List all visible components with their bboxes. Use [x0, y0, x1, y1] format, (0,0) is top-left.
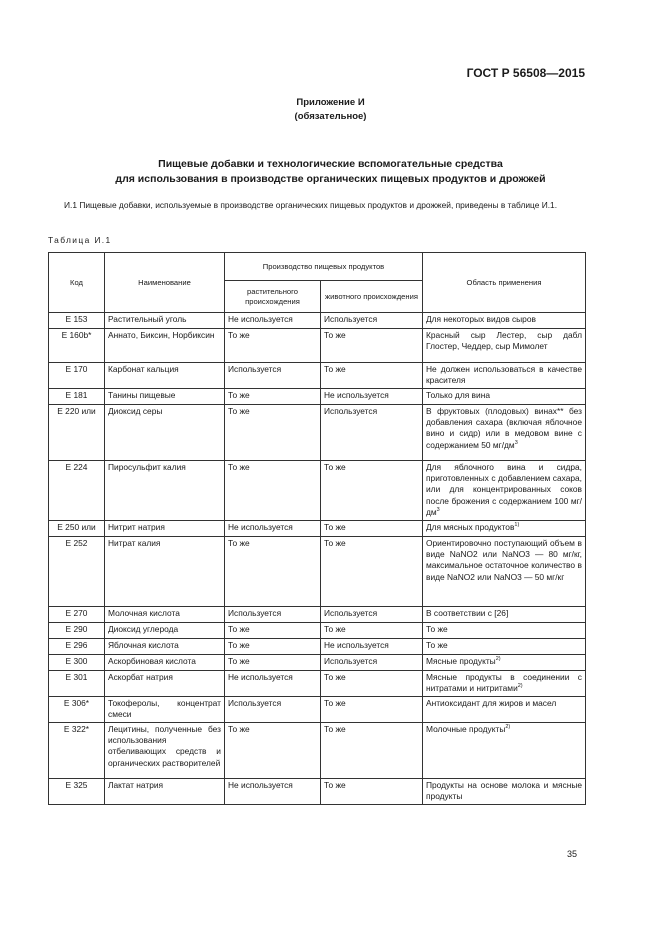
row-plant-origin-text: Не используется: [228, 314, 293, 324]
table-row: [49, 461, 586, 521]
row-application-area-text: То же: [426, 624, 448, 634]
standard-designation: ГОСТ Р 56508—2015: [466, 66, 585, 80]
row-plant-origin: [225, 329, 321, 363]
row-plant-origin-text: То же: [228, 462, 250, 472]
title-line-1: Пищевые добавки и технологические вспомогательные средства: [158, 158, 503, 170]
row-plant-origin-text: То же: [228, 406, 250, 416]
row-code: [49, 329, 105, 363]
row-name-text: Диоксид углерода: [108, 624, 179, 634]
row-code: [49, 363, 105, 389]
row-animal-origin: [321, 623, 423, 639]
table-row: [49, 537, 586, 607]
table-caption: Таблица И.1: [48, 235, 112, 245]
row-application-area-text: Для некоторых видов сыров: [426, 314, 536, 324]
row-code-text: E 170: [65, 364, 88, 374]
row-name-text: Аскорбат натрия: [108, 672, 173, 682]
header-area: Область применения: [423, 253, 586, 313]
row-application-area: [423, 607, 586, 623]
row-name: [105, 607, 225, 623]
row-plant-origin-text: То же: [228, 330, 250, 340]
row-application-area: [423, 639, 586, 655]
row-application-area: [423, 313, 586, 329]
row-code-text: E 300: [65, 656, 88, 666]
row-name-text: Лактат натрия: [108, 780, 164, 790]
row-application-area-text: Антиоксидант для жиров и масел: [426, 698, 557, 708]
row-animal-origin-text: То же: [324, 698, 346, 708]
row-application-area-text: Мясные продукты в соединении с нитратами и нитритами: [426, 672, 582, 694]
row-name: [105, 639, 225, 655]
row-plant-origin-text: То же: [228, 538, 250, 548]
row-animal-origin-text: Не используется: [324, 390, 389, 400]
row-animal-origin: [321, 639, 423, 655]
table-row: [49, 405, 586, 461]
footnote-mark: 1): [514, 522, 520, 529]
row-application-area-text: Для мясных продуктов: [426, 522, 515, 532]
row-name: [105, 655, 225, 671]
row-code-text: E 270: [65, 608, 88, 618]
row-animal-origin-text: Используется: [324, 608, 378, 618]
row-plant-origin-text: То же: [228, 656, 250, 666]
table-row: [49, 607, 586, 623]
row-animal-origin: [321, 537, 423, 607]
row-application-area-text: В фруктовых (плодовых) винах** без добавления сахара (включая яблочное вино и сидр) или в медовом вине с содержанием 50 мг/дм: [426, 406, 582, 450]
row-code-text: E 160b*: [61, 330, 92, 340]
row-animal-origin: [321, 697, 423, 723]
row-animal-origin-text: То же: [324, 462, 346, 472]
title-line-2: для использования в производстве органических пищевых продуктов и дрожжей: [115, 173, 546, 185]
row-animal-origin: [321, 521, 423, 537]
row-code-text: E 325: [65, 780, 88, 790]
row-plant-origin: [225, 313, 321, 329]
row-code: [49, 521, 105, 537]
row-name-text: Лецитины, полученные без использования отбеливающих средств и органических растворителей: [108, 724, 221, 768]
row-plant-origin-text: Не используется: [228, 522, 293, 532]
row-code-text: E 181: [65, 390, 88, 400]
row-plant-origin-text: Используется: [228, 698, 282, 708]
row-code: [49, 723, 105, 779]
row-plant-origin: [225, 461, 321, 521]
row-name-text: Нитрат калия: [108, 538, 161, 548]
table-row: [49, 697, 586, 723]
intro-paragraph: И.1 Пищевые добавки, используемые в производстве органических пищевых продуктов и дрожжей, приведены в таблице И.1.: [64, 200, 558, 210]
row-plant-origin: [225, 607, 321, 623]
row-animal-origin: [321, 723, 423, 779]
row-application-area-text: Молочные продукты: [426, 724, 506, 734]
row-name-text: Молочная кислота: [108, 608, 180, 618]
row-name: [105, 671, 225, 697]
row-animal-origin: [321, 607, 423, 623]
row-name-text: Танины пищевые: [108, 390, 176, 400]
row-name: [105, 521, 225, 537]
row-animal-origin: [321, 405, 423, 461]
row-name-text: Яблочная кислота: [108, 640, 179, 650]
row-code-text: E 252: [65, 538, 88, 548]
row-plant-origin: [225, 723, 321, 779]
row-plant-origin: [225, 537, 321, 607]
row-name: [105, 329, 225, 363]
row-animal-origin-text: То же: [324, 330, 346, 340]
row-animal-origin-text: То же: [324, 780, 346, 790]
row-animal-origin-text: То же: [324, 624, 346, 634]
row-name: [105, 779, 225, 805]
row-animal-origin-text: Используется: [324, 314, 378, 324]
row-application-area-text: Для яблочного вина и сидра, приготовленных с добавлением сахара, или для концентрированных соков после брожения с содержанием 100 мг/дм: [426, 462, 582, 517]
row-application-area: [423, 697, 586, 723]
row-application-area: [423, 723, 586, 779]
row-animal-origin-text: То же: [324, 538, 346, 548]
table-row: [49, 723, 586, 779]
row-name-text: Карбонат кальция: [108, 364, 179, 374]
row-plant-origin-text: Используется: [228, 364, 282, 374]
table-row: [49, 521, 586, 537]
row-application-area: [423, 655, 586, 671]
footnote-mark: 3: [514, 439, 518, 446]
row-plant-origin: [225, 405, 321, 461]
row-animal-origin: [321, 671, 423, 697]
row-code: [49, 405, 105, 461]
row-animal-origin: [321, 461, 423, 521]
row-plant-origin: [225, 671, 321, 697]
row-code: [49, 389, 105, 405]
header-code: Код: [49, 253, 105, 313]
table-row: [49, 329, 586, 363]
row-code-text: E 301: [65, 672, 88, 682]
row-name-text: Токоферолы, концентрат смеси: [108, 698, 221, 720]
row-application-area: [423, 521, 586, 537]
row-code-text: E 322*: [63, 724, 90, 734]
row-name-text: Растительный уголь: [108, 314, 187, 324]
row-name-text: Аннато, Биксин, Норбиксин: [108, 330, 215, 340]
header-plant: растительного происхождения: [225, 281, 321, 313]
table-row: [49, 779, 586, 805]
row-code: [49, 313, 105, 329]
row-plant-origin: [225, 779, 321, 805]
row-application-area: [423, 779, 586, 805]
row-code-text: E 224: [65, 462, 88, 472]
table-row: [49, 623, 586, 639]
row-code: [49, 697, 105, 723]
row-application-area: [423, 389, 586, 405]
row-code: [49, 461, 105, 521]
annex-heading: [0, 96, 661, 124]
row-application-area: [423, 363, 586, 389]
row-name: [105, 313, 225, 329]
page-number: 35: [566, 849, 577, 859]
table-row: [49, 363, 586, 389]
header-animal: животного происхождения: [321, 281, 423, 313]
annex-status: (обязательное): [294, 111, 367, 122]
row-plant-origin-text: Используется: [228, 608, 282, 618]
row-plant-origin: [225, 697, 321, 723]
footnote-mark: 3: [436, 507, 440, 514]
table-row: [49, 655, 586, 671]
row-animal-origin-text: То же: [324, 364, 346, 374]
row-application-area-text: Только для вина: [426, 390, 490, 400]
row-code-text: E 290: [65, 624, 88, 634]
row-animal-origin: [321, 655, 423, 671]
row-application-area: [423, 329, 586, 363]
row-name: [105, 389, 225, 405]
row-plant-origin: [225, 521, 321, 537]
row-code: [49, 655, 105, 671]
row-name: [105, 363, 225, 389]
table-row: [49, 313, 586, 329]
row-code: [49, 537, 105, 607]
row-code-text: E 153: [65, 314, 88, 324]
table-row: [49, 671, 586, 697]
row-application-area: [423, 461, 586, 521]
row-application-area-text: Продукты на основе молока и мясные продукты: [426, 780, 582, 802]
row-application-area: [423, 671, 586, 697]
row-animal-origin-text: Не используется: [324, 640, 389, 650]
row-code-text: E 220 или: [57, 406, 96, 416]
row-application-area: [423, 623, 586, 639]
row-name: [105, 723, 225, 779]
row-application-area-text: Красный сыр Лестер, сыр дабл Глостер, Чеддер, сыр Мимолет: [426, 330, 582, 352]
row-plant-origin-text: То же: [228, 640, 250, 650]
row-plant-origin-text: То же: [228, 390, 250, 400]
row-code: [49, 607, 105, 623]
row-application-area-text: Не должен использоваться в качестве красителя: [426, 364, 582, 386]
row-plant-origin: [225, 639, 321, 655]
additives-table: [48, 252, 586, 805]
row-name: [105, 623, 225, 639]
row-application-area: [423, 537, 586, 607]
row-animal-origin-text: То же: [324, 672, 346, 682]
row-animal-origin-text: То же: [324, 522, 346, 532]
row-application-area-text: Мясные продукты: [426, 656, 496, 666]
table-row: [49, 389, 586, 405]
row-plant-origin: [225, 389, 321, 405]
row-animal-origin: [321, 779, 423, 805]
row-name-text: Диоксид серы: [108, 406, 163, 416]
row-code-text: E 306*: [63, 698, 90, 708]
row-name: [105, 537, 225, 607]
row-plant-origin: [225, 623, 321, 639]
row-code: [49, 623, 105, 639]
document-title: [0, 157, 661, 187]
row-plant-origin-text: Не используется: [228, 672, 293, 682]
table-row: [49, 639, 586, 655]
row-plant-origin: [225, 655, 321, 671]
row-plant-origin-text: То же: [228, 724, 250, 734]
row-code: [49, 779, 105, 805]
row-application-area-text: В соответствии с [26]: [426, 608, 509, 618]
footnote-mark: 2): [517, 683, 523, 690]
row-name: [105, 697, 225, 723]
row-code: [49, 671, 105, 697]
row-code-text: E 250 или: [57, 522, 96, 532]
row-code: [49, 639, 105, 655]
row-name-text: Аскорбиновая кислота: [108, 656, 196, 666]
header-name: Наименование: [105, 253, 225, 313]
annex-title: Приложение И: [296, 97, 365, 108]
row-animal-origin-text: Используется: [324, 656, 378, 666]
header-production: Производство пищевых продуктов: [225, 253, 423, 281]
table-body: [49, 313, 586, 805]
row-plant-origin-text: То же: [228, 624, 250, 634]
row-plant-origin-text: Не используется: [228, 780, 293, 790]
footnote-mark: 2): [495, 656, 501, 663]
row-application-area-text: Ориентировочно поступающий объем в виде NaNO2 или NaNO3 — 80 мг/кг, максимальное остаточное количество в виде NaNO2 или NaNO3 — 50 мг/кг: [426, 538, 582, 582]
row-code-text: E 296: [65, 640, 88, 650]
row-name-text: Нитрит натрия: [108, 522, 165, 532]
row-name: [105, 461, 225, 521]
row-name: [105, 405, 225, 461]
row-animal-origin: [321, 389, 423, 405]
row-animal-origin: [321, 313, 423, 329]
row-plant-origin: [225, 363, 321, 389]
row-animal-origin-text: Используется: [324, 406, 378, 416]
footnote-mark: 2): [505, 724, 511, 731]
row-animal-origin-text: То же: [324, 724, 346, 734]
row-animal-origin: [321, 363, 423, 389]
row-name-text: Пиросульфит калия: [108, 462, 186, 472]
row-animal-origin: [321, 329, 423, 363]
row-application-area: [423, 405, 586, 461]
row-application-area-text: То же: [426, 640, 448, 650]
